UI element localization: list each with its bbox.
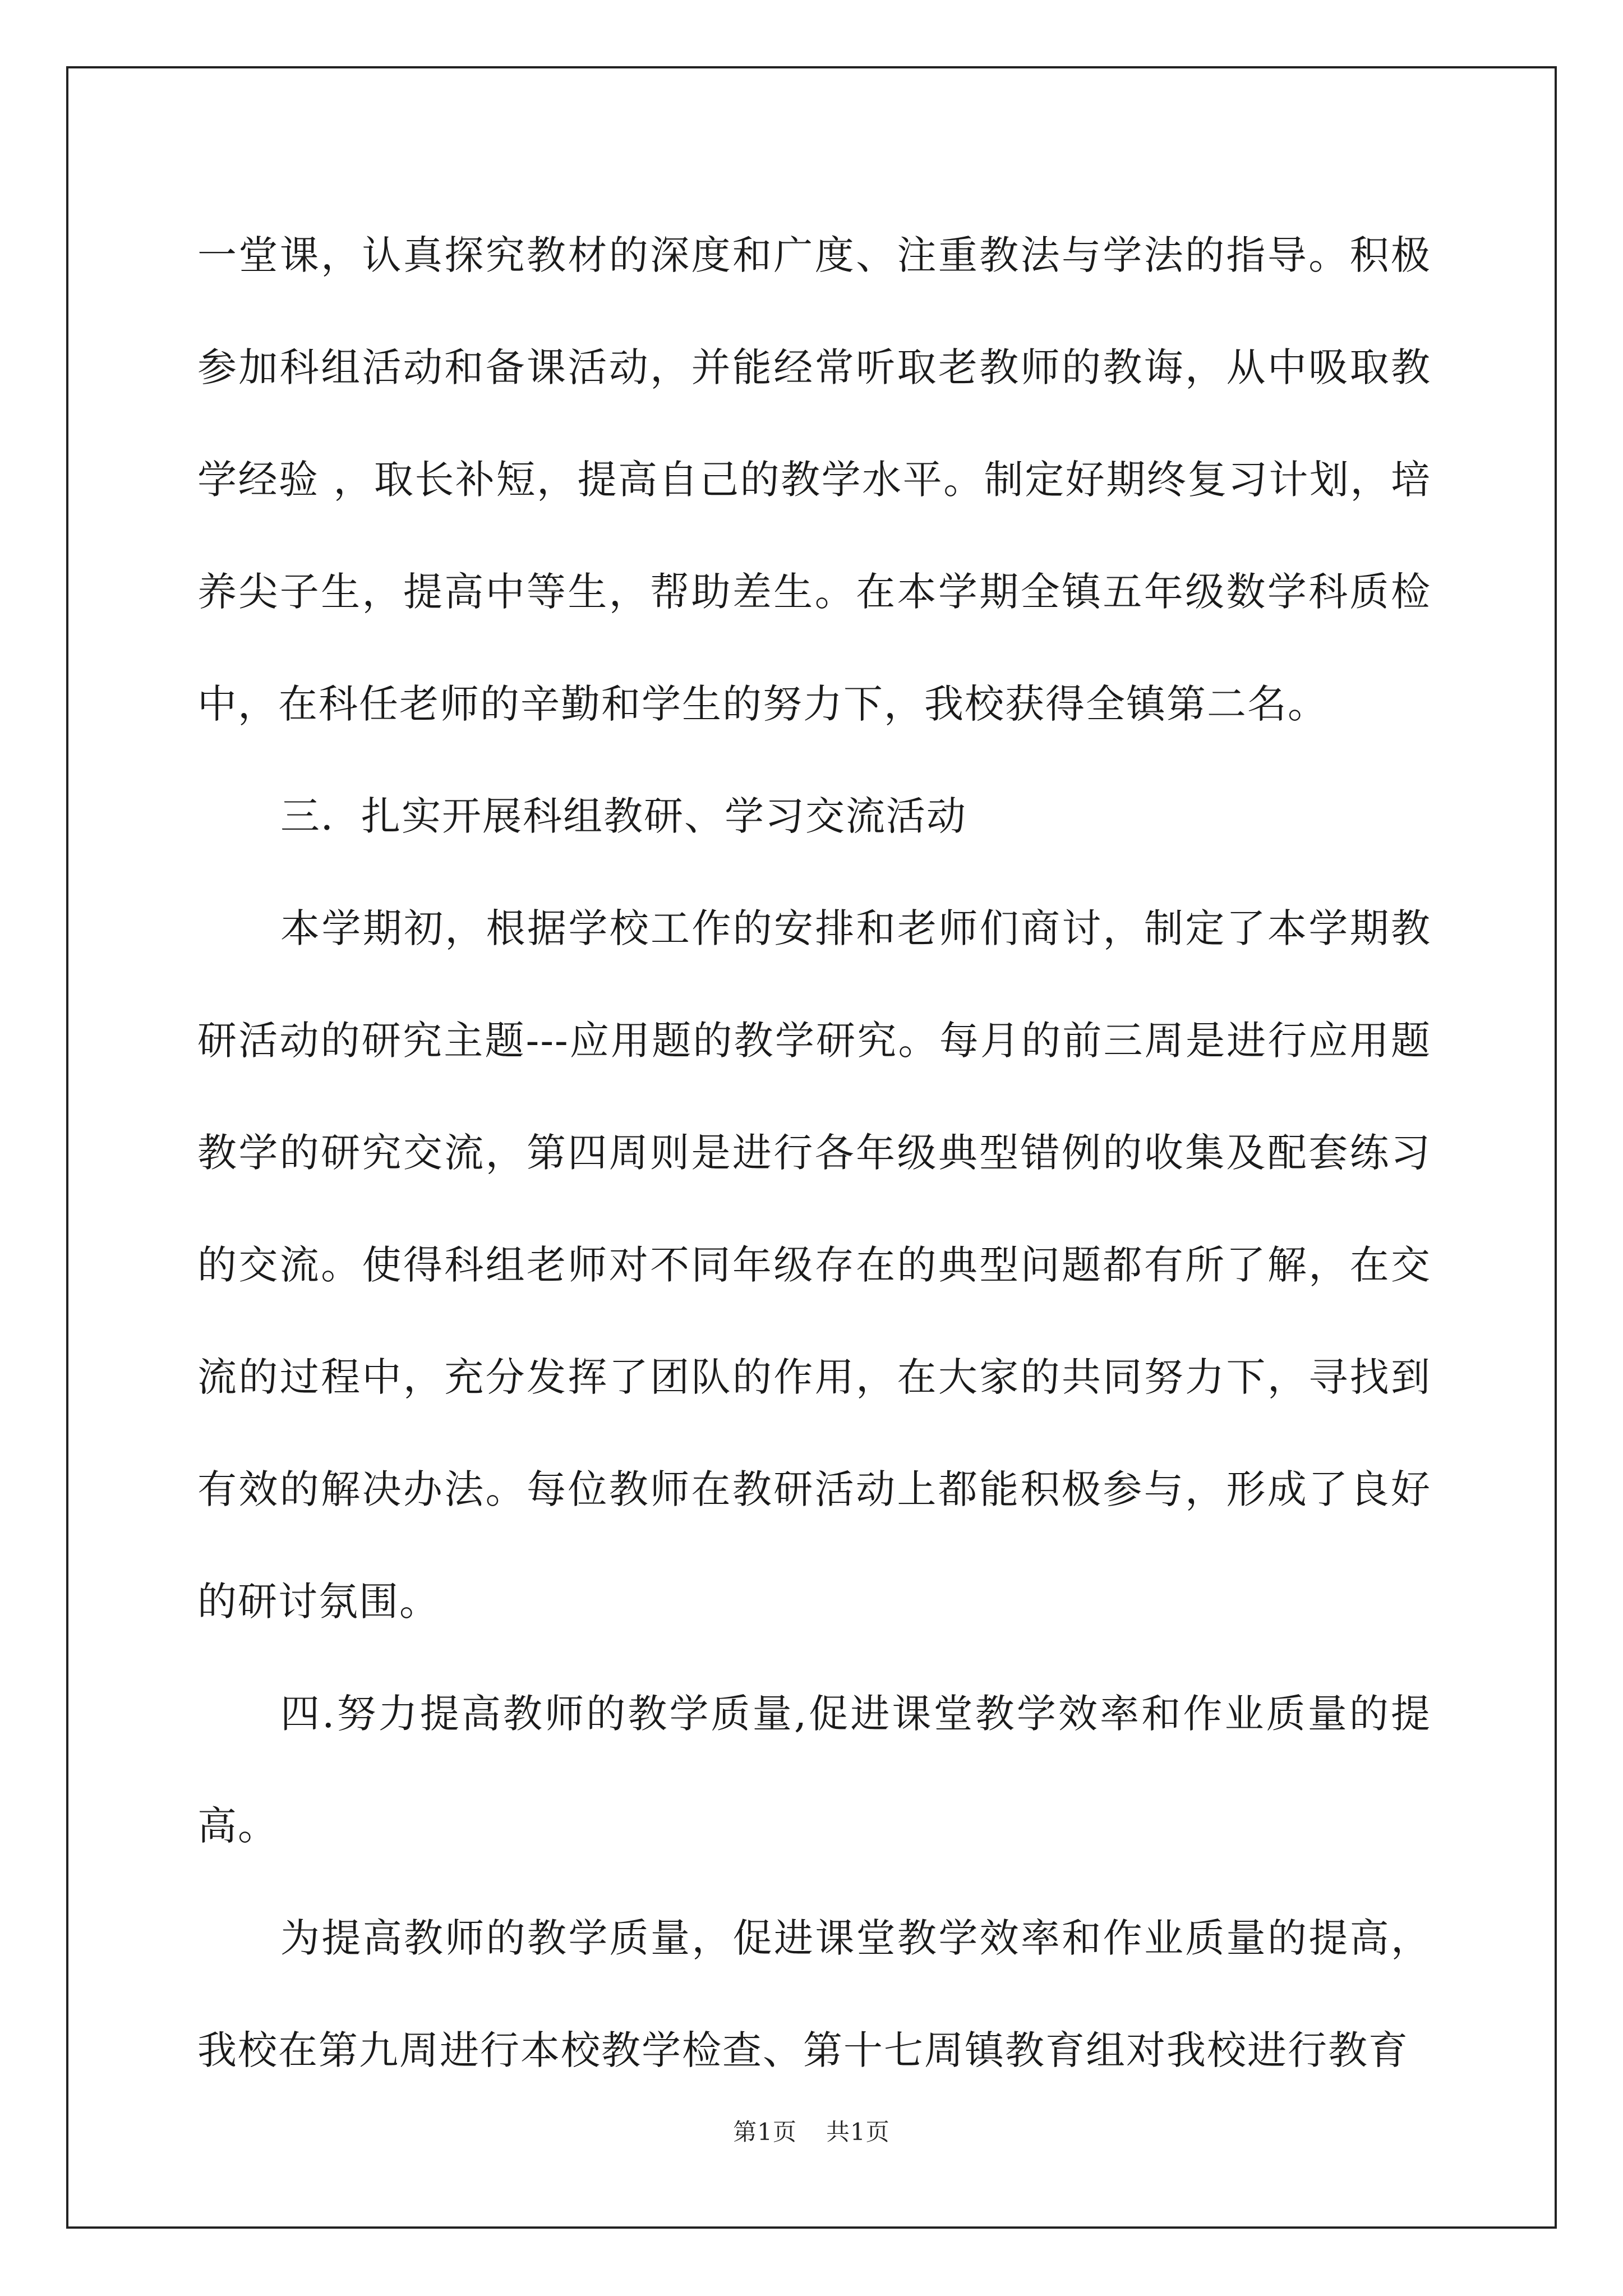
paragraph-teaching-quality: 为提高教师的教学质量，促进课堂教学效率和作业质量的提高，我校在第九周进行本校教学检查、第十七周镇教育组对我校进行教育: [197, 1915, 1431, 2073]
page-number: 第1页: [733, 2118, 797, 2146]
section-heading-four: 四.努力提高教师的教学质量,促进课堂教学效率和作业质量的提高。: [197, 1691, 1431, 1849]
section-heading-three: 三．扎实开展科组教研、学习交流活动: [280, 793, 967, 839]
document-body: [197, 199, 1431, 2106]
page-total: 共1页: [826, 2118, 890, 2146]
paragraph-research-activities: 本学期初，根据学校工作的安排和老师们商讨，制定了本学期教研活动的研究主题---应用题的教学研究。每月的前三周是进行应用题教学的研究交流，第四周则是进行各年级典型错例的收集及配套练习的交流。使得科组老师对不同年级存在的典型问题都有所了解，在交流的过程中，充分发挥了团队的作用，在大家的共同努力下，寻找到有效的解决办法。每位教师在教研活动上都能积极参与，形成了良好的研讨氛围。: [197, 905, 1431, 1625]
paragraph-continuation: 一堂课，认真探究教材的深度和广度、注重教法与学法的指导。积极参加科组活动和备课活动，并能经常听取老教师的教诲，从中吸取教学经验 ，取长补短，提高自己的教学水平。制定好期终复习计划，培养尖子生，提高中等生，帮助差生。在本学期全镇五年级数学科质检中，在科任老师的辛勤和学生的努力下，我校获得全镇第二名。: [197, 232, 1431, 727]
page-footer: [0, 2115, 1623, 2149]
